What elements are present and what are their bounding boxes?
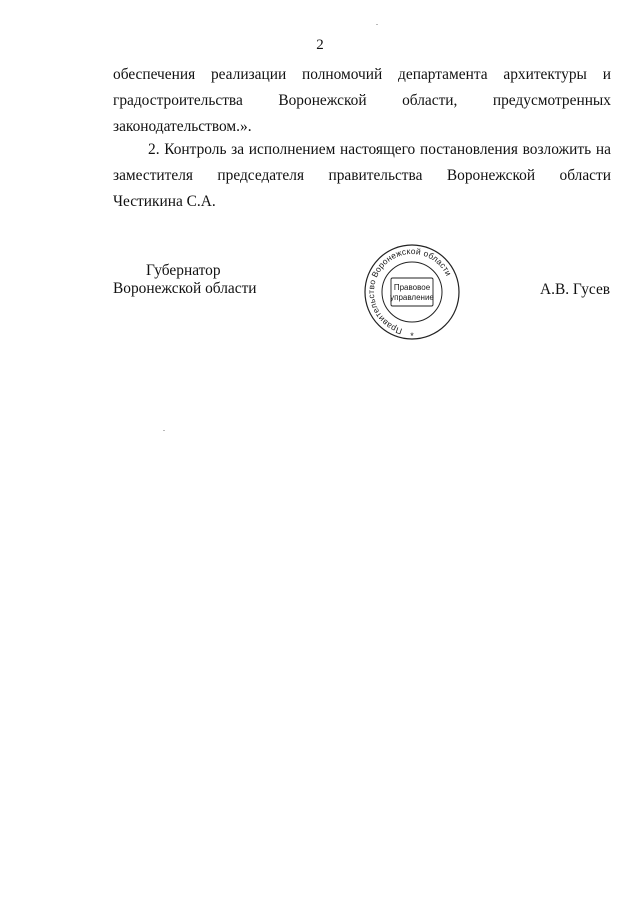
word: полномочий [301, 66, 383, 83]
stamp-inner-line2: управление [390, 293, 434, 302]
word: области [559, 167, 611, 184]
word: области, [402, 92, 458, 109]
word: архитектуры [503, 66, 587, 83]
official-stamp [362, 242, 462, 342]
paragraph-line [113, 137, 611, 163]
word: Воронежской [278, 92, 367, 109]
word: предусмотренных [492, 92, 611, 109]
signatory-name: А.В. Гусев [540, 281, 611, 298]
paragraph-line [113, 163, 611, 189]
scan-speck [376, 24, 378, 25]
stamp-star-mark: * [410, 331, 414, 341]
paragraph-line [113, 62, 611, 88]
word: градостроительства [113, 92, 243, 109]
stamp-inner-line1: Правовое [393, 283, 431, 292]
paragraph-line: законодательством.». [113, 118, 252, 135]
word: заместителя [113, 167, 193, 184]
word: исполнением [248, 141, 336, 158]
page-number: 2 [316, 37, 324, 53]
stamp-outer-text: Правительство Воронежской области [365, 245, 454, 337]
paragraph-continuation [113, 62, 611, 140]
word: возложить [522, 141, 592, 158]
paragraph-item-2 [113, 137, 611, 215]
word: постановления [419, 141, 518, 158]
word: на [595, 141, 611, 158]
item-number: 2. [148, 141, 160, 158]
word: и [602, 66, 611, 83]
signatory-title: Губернатор [146, 262, 221, 279]
scan-speck [163, 430, 165, 431]
word: департамента [398, 66, 488, 83]
paragraph-line [113, 88, 611, 114]
word: правительства [328, 167, 423, 184]
word: Воронежской [446, 167, 536, 184]
word: за [231, 141, 245, 158]
word: реализации [210, 66, 287, 83]
signatory-region: Воронежской области [113, 280, 257, 297]
word: председателя [217, 167, 305, 184]
word: настоящего [340, 141, 416, 158]
word: обеспечения [113, 66, 196, 83]
word: Контроль [164, 141, 227, 158]
paragraph-line: Честикина С.А. [113, 193, 216, 210]
